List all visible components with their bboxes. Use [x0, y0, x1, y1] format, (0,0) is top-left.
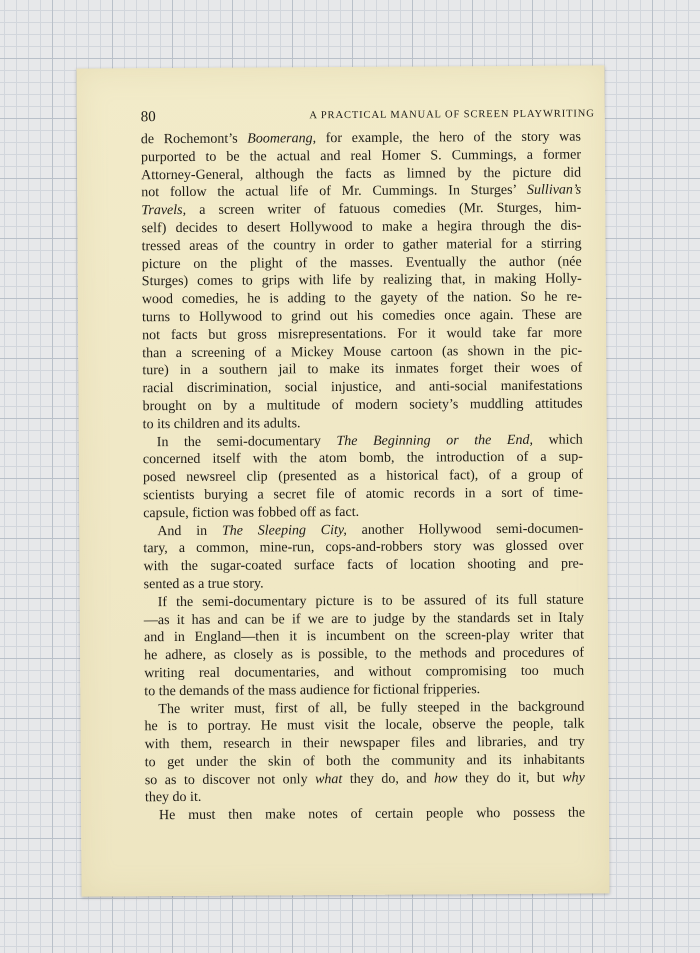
text-line: brought on by a multitude of modern society’s muddling attitudes [142, 396, 583, 415]
text-line: not follow the actual life of Mr. Cummings. In Sturges’ Sullivan’s [141, 182, 582, 201]
page-header [141, 106, 595, 127]
text-line: to get under the skin of both the community and its inhabitants [144, 752, 585, 771]
text-line: to its children and its adults. [142, 416, 301, 432]
text-line: wood comedies, he is adding to the gayety of the nation. So he re- [141, 289, 582, 308]
text-line: racial discrimination, social injustice, and anti-social manifestations [142, 378, 583, 397]
text-line: tary, a common, mine-run, cops-and-robbers story was glossed over [143, 538, 584, 557]
text-line: they do it. [144, 790, 202, 806]
text-line: posed newsreel clip (presented as a historical fact), of a group of [142, 467, 584, 486]
text-line: writing real documentaries, and without compromising too much [144, 663, 585, 682]
text-line: ture) in a southern jail to make its inmates forget their woes of [142, 360, 583, 379]
text-line: tressed areas of the country in order to gather material for a stirring [141, 236, 582, 255]
text-line: The writer must, first of all, be fully steeped in the background [158, 699, 585, 717]
text-line: scientists burying a secret file of atomic records in a sort of time- [143, 485, 584, 504]
running-head: A PRACTICAL MANUAL OF SCREEN PLAYWRITING [309, 108, 595, 122]
text-line: not facts but gross misrepresentations. For it would take far more [142, 325, 583, 343]
text-line: so as to discover not only what they do, and how they do it, but why [144, 770, 585, 788]
text-line: with them, research in their newspaper files and libraries, and try [144, 734, 585, 753]
text-line: than a screening of a Mickey Mouse cartoon (as shown in the pic- [142, 343, 583, 361]
text-line: capsule, fiction was fobbed off as fact. [143, 504, 360, 521]
text-line: with the sugar-coated surface facts of location shooting and pre- [143, 556, 584, 575]
text-line: Attorney-General, although the facts as limned by the picture did [141, 165, 582, 183]
text-line: sented as a true story. [143, 576, 264, 593]
text-line: to the demands of the mass audience for fictional fripperies. [144, 681, 481, 699]
text-line: —as it has and can be if we are to judge by the standards set in Italy [143, 610, 584, 628]
book-page [76, 65, 609, 896]
text-line: Sturges) comes to grips with life by realizing that, in making Holly- [141, 271, 582, 290]
page-number: 80 [140, 109, 156, 126]
text-line: purported to be the actual and real Homer S. Cummings, a former [140, 147, 582, 166]
text-line: If the semi-documentary picture is to be assured of its full stature [157, 592, 584, 610]
text-line: concerned itself with the atom bomb, the introduction of a sup- [142, 449, 583, 468]
text-line: turns to Hollywood to grind out his comedies once again. These are [141, 307, 583, 326]
text-line: Travels, a screen writer of fatuous comedies (Mr. Sturges, him- [141, 200, 582, 219]
text-line: He must then make notes of certain people who possess the [158, 805, 586, 824]
text-line: he adhere, as closely as is possible, to the methods and procedures of [144, 645, 585, 664]
text-line: he is to portray. He must visit the locale, observe the people, talk [144, 716, 585, 735]
text-line: and in England—then it is incumbent on the screen-play writer that [143, 627, 584, 646]
body-text [141, 129, 585, 826]
text-line: picture on the plight of the masses. Eventually the author (née [141, 254, 582, 272]
text-line: de Rochemont’s Boomerang, for example, the hero of the story was [140, 129, 581, 148]
text-line: And in The Sleeping City, another Hollywood semi-documen- [157, 521, 584, 539]
text-line: In the semi-documentary The Beginning or the End, which [156, 432, 583, 450]
text-line: self) decides to desert Hollywood to make a hegira through the dis- [141, 218, 582, 237]
